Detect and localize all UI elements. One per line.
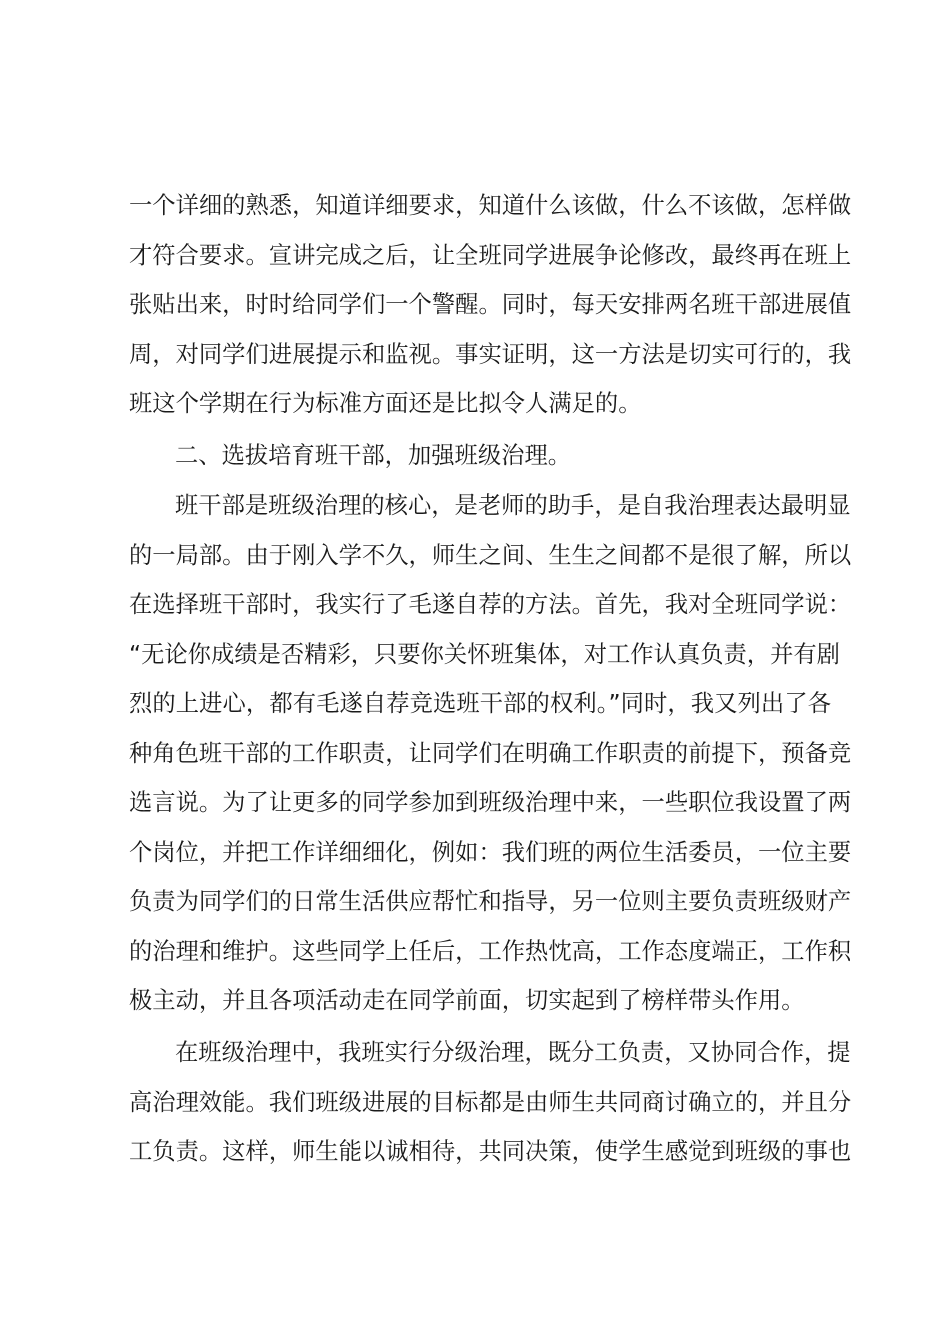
- paragraph-line: 选言说。为了让更多的同学参加到班级治理中来，一些职位我设置了两: [129, 789, 852, 816]
- paragraph-line: 张贴出来，时时给同学们一个警醒。同时，每天安排两名班干部进展值: [129, 291, 852, 318]
- paragraph-line: 烈的上进心，都有毛遂自荐竞选班干部的权利。”同时，我又列出了各: [129, 690, 831, 717]
- paragraph-line: 一个详细的熟悉，知道详细要求，知道什么该做，什么不该做，怎样做: [129, 192, 852, 219]
- paragraph-line: 个岗位，并把工作详细细化，例如：我们班的两位生活委员，一位主要: [129, 839, 852, 866]
- paragraph-line: 高治理效能。我们班级进展的目标都是由师生共同商讨确立的，并且分: [129, 1089, 852, 1116]
- paragraph-line: 负责为同学们的日常生活供应帮忙和指导，另一位则主要负责班级财产: [129, 888, 852, 915]
- paragraph-line: 的一局部。由于刚入学不久，师生之间、生生之间都不是很了解，所以: [129, 542, 852, 569]
- paragraph-line: 的治理和维护。这些同学上任后，工作热忱高，工作态度端正，工作积: [129, 938, 852, 965]
- paragraph-line: 周，对同学们进展提示和监视。事实证明，这一方法是切实可行的，我: [129, 341, 852, 368]
- paragraph-line: 在选择班干部时，我实行了毛遂自荐的方法。首先，我对全班同学说：: [129, 591, 852, 618]
- paragraph-line: 极主动，并且各项活动走在同学前面，切实起到了榜样带头作用。: [129, 987, 805, 1014]
- paragraph-line: 种角色班干部的工作职责，让同学们在明确工作职责的前提下，预备竞: [129, 740, 852, 767]
- section-heading: 二、选拔培育班干部，加强班级治理。: [175, 442, 572, 469]
- paragraph-line: 在班级治理中，我班实行分级治理，既分工负责，又协同合作，提: [175, 1039, 851, 1066]
- paragraph-line: 班这个学期在行为标准方面还是比拟令人满足的。: [129, 390, 642, 417]
- paragraph-line: 班干部是班级治理的核心，是老师的助手，是自我治理表达最明显: [175, 492, 851, 519]
- paragraph-line: 工负责。这样，师生能以诚相待，共同决策，使学生感觉到班级的事也: [129, 1138, 852, 1165]
- paragraph-line: “无论你成绩是否精彩，只要你关怀班集体，对工作认真负责，并有剧: [129, 641, 840, 668]
- paragraph-line: 才符合要求。宣讲完成之后，让全班同学进展争论修改，最终再在班上: [129, 242, 852, 269]
